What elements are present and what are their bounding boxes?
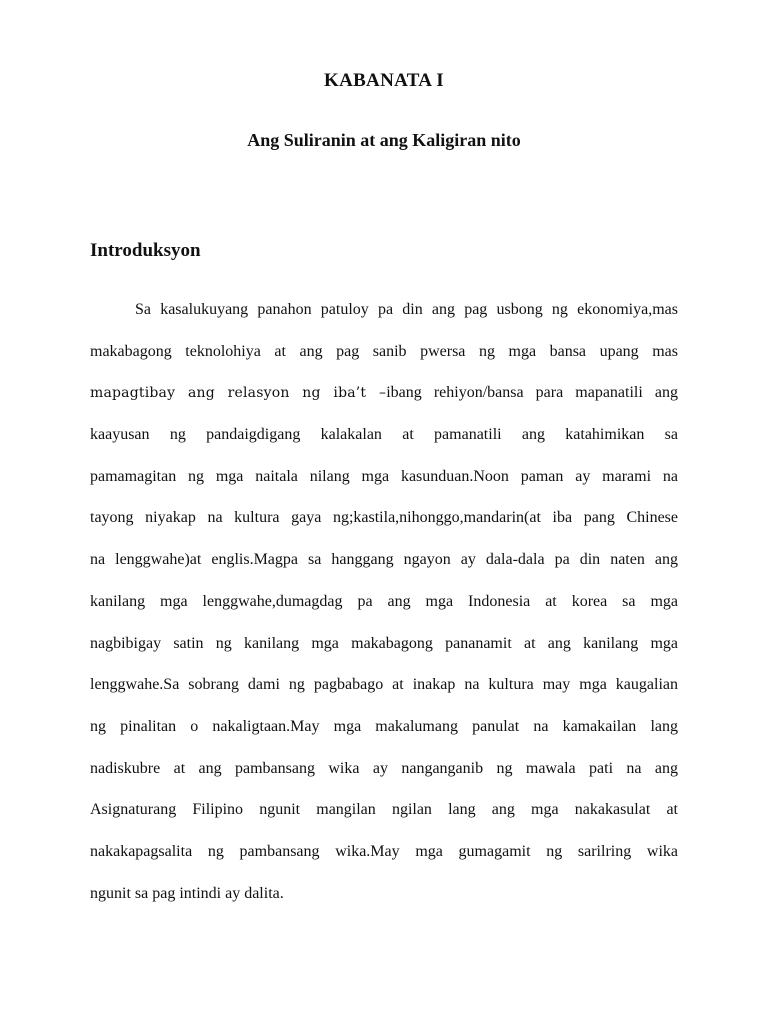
paragraph-line: pamamagitan ng mga naitala nilang mga kasunduan.Noon paman ay marami na [90, 467, 678, 485]
paragraph-line: ng pinalitan o nakaligtaan.May mga makalumang panulat na kamakailan lang [90, 717, 678, 735]
paragraph-line: tayong niyakap na kultura gaya ng;kastila,nihonggo,mandarin(at iba pang Chinese [90, 509, 678, 527]
paragraph-line: kaayusan ng pandaigdigang kalakalan at pamanatili ang katahimikan sa [90, 426, 678, 444]
paragraph-line: na lenggwahe)at englis.Magpa sa hanggang ngayon ay dala-dala pa din naten ang [90, 551, 678, 569]
paragraph-line [90, 377, 678, 419]
paragraph-line: makabagong teknolohiya at ang pag sanib pwersa ng mga bansa upang mas [90, 342, 678, 360]
paragraph-line: ngunit sa pag intindi ay dalita. [90, 884, 284, 902]
introduction-paragraph [90, 294, 678, 919]
paragraph-line: nadiskubre at ang pambansang wika ay nanganganib ng mawala pati na ang [90, 759, 678, 777]
paragraph-line: nagbibigay satin ng kanilang mga makabagong pananamit at ang kanilang mga [90, 634, 678, 652]
chapter-title: KABANATA I [323, 70, 444, 91]
paragraph-line: Sa kasalukuyang panahon patuloy pa din ang pag usbong ng ekonomiya,mas [135, 301, 678, 318]
paragraph-line-segment: mapagtibay ang relasyon ng iba’t – [90, 385, 387, 402]
paragraph-line: lenggwahe.Sa sobrang dami ng pagbabago at inakap na kultura may mga kaugalian [90, 676, 678, 694]
chapter-subtitle: Ang Suliranin at ang Kaligiran nito [247, 130, 521, 150]
paragraph-line: nakakapagsalita ng pambansang wika.May mga gumagamit ng sarilring wika [90, 842, 678, 860]
section-heading: Introduksyon [90, 240, 201, 261]
paragraph-line-segment: ibang rehiyon/bansa para mapanatili ang [386, 384, 678, 402]
paragraph-line: kanilang mga lenggwahe,dumagdag pa ang mga Indonesia at korea sa mga [90, 592, 678, 610]
paragraph-line: Asignaturang Filipino ngunit mangilan ngilan lang ang mga nakakasulat at [90, 801, 678, 819]
